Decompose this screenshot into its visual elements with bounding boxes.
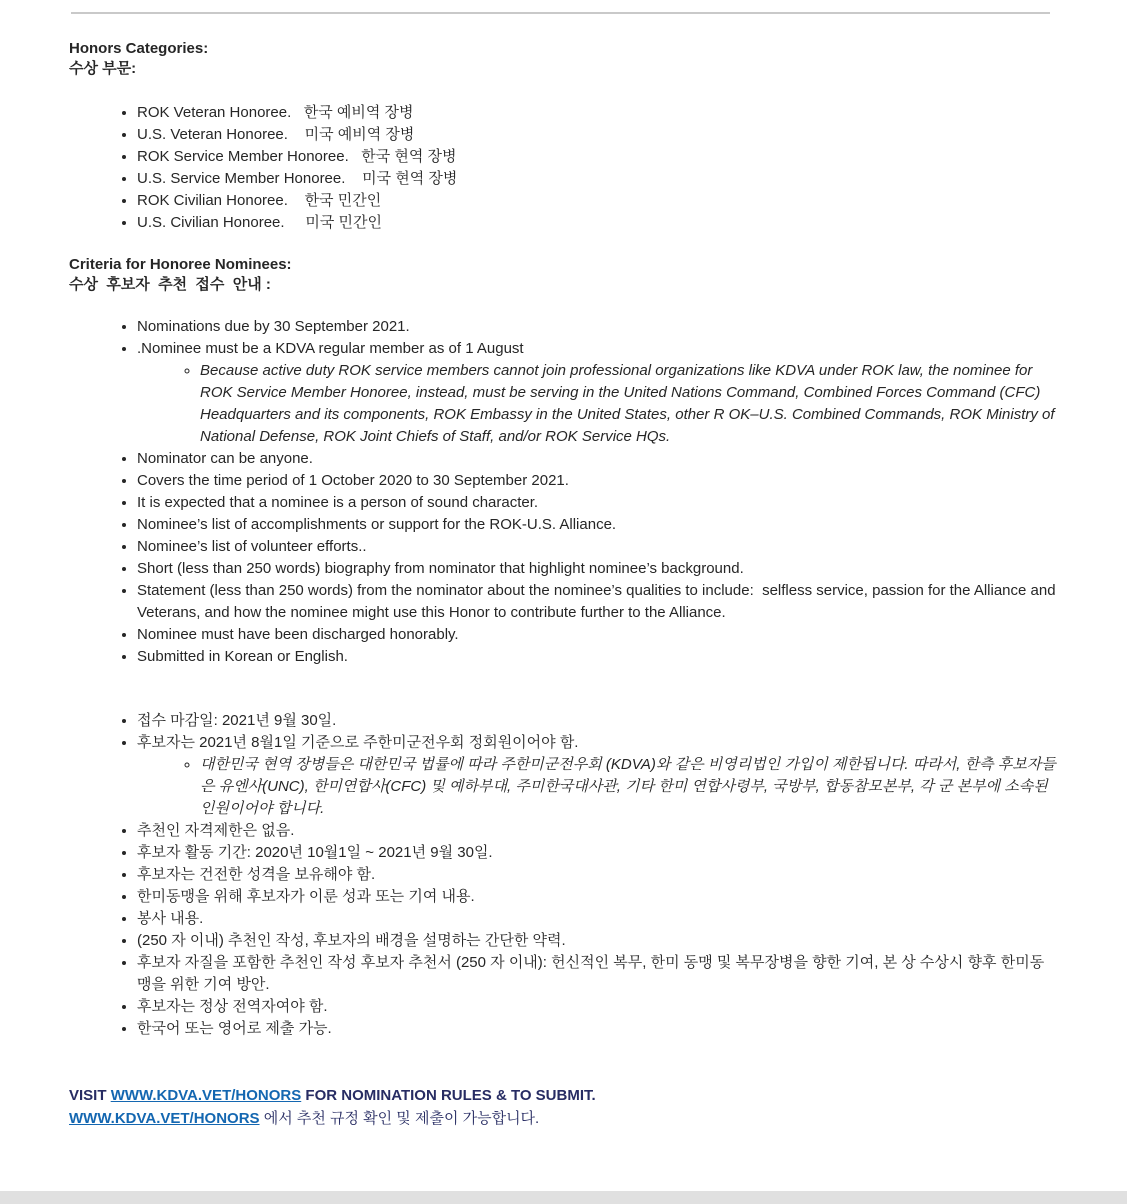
list-item: • It is expected that a nominee is a person of sound character.: [137, 492, 1058, 514]
list-item: • 접수 마감일: 2021년 9월 30일.: [137, 710, 1058, 732]
list-item: • 봉사 내용.: [137, 908, 1058, 930]
list-item: • U.S. Civilian Honoree. 미국 민간인: [137, 212, 1058, 234]
list-item: • 후보자는 정상 전역자여야 함.: [137, 996, 1058, 1018]
list-item: • ROK Civilian Honoree. 한국 민간인: [137, 190, 1058, 212]
list-item-text: 후보자는 2021년 8월1일 기준으로 주한미군전우회 정회원이어야 함.: [137, 734, 579, 751]
footer-line-1: [69, 1084, 1058, 1107]
list-item-text: .Nominee must be a KDVA regular member as of 1 August: [137, 340, 524, 357]
sub-list: [137, 754, 1058, 820]
list-item: • 한국어 또는 영어로 제출 가능.: [137, 1018, 1058, 1040]
top-divider: [71, 12, 1050, 14]
honors-categories-heading: [69, 39, 1058, 79]
criteria-list-ko: [69, 710, 1058, 1040]
list-item: • U.S. Service Member Honoree. 미국 현역 장병: [137, 168, 1058, 190]
list-item: • Nominee’s list of accomplishments or support for the ROK-U.S. Alliance.: [137, 514, 1058, 536]
list-item: • ROK Service Member Honoree. 한국 현역 장병: [137, 146, 1058, 168]
list-item: • Submitted in Korean or English.: [137, 646, 1058, 668]
list-item: • 추천인 자격제한은 없음.: [137, 820, 1058, 842]
list-item: [137, 732, 1058, 820]
footer-korean-text: 에서 추천 규정 확인 및 제출이 가능합니다.: [259, 1110, 540, 1127]
list-item: • Nominations due by 30 September 2021.: [137, 316, 1058, 338]
document-body: [0, 12, 1127, 1130]
criteria-heading: [69, 255, 1058, 295]
criteria-list-en: [69, 316, 1058, 668]
footer: [69, 1084, 1058, 1130]
list-item: • 후보자 자질을 포함한 추천인 작성 후보자 추천서 (250 자 이내): 헌신적인 복무, 한미 동맹 및 복무장병을 향한 기여, 본 상 수상시 향후 한미동맹을 위한 기여 방안.: [137, 952, 1058, 996]
honors-categories-title-en: Honors Categories:: [69, 40, 209, 57]
sub-list-item: ◦ Because active duty ROK service members cannot join professional organizations like KDVA under ROK law, the nominee for ROK Service Member Honoree, instead, must be serving in the United Nations Command, Combined Forces Command (CFC) Headquarters and its components, ROK Embassy in the United States, other R OK–U.S. Combined Commands, ROK Ministry of National Defense, ROK Joint Chiefs of Staff, and/or ROK Service HQs.: [200, 360, 1058, 448]
list-item: • (250 자 이내) 추천인 작성, 후보자의 배경을 설명하는 간단한 약력.: [137, 930, 1058, 952]
footer-rules-text: FOR NOMINATION RULES & TO SUBMIT.: [301, 1087, 596, 1104]
list-item: • U.S. Veteran Honoree. 미국 예비역 장병: [137, 124, 1058, 146]
list-item: • Short (less than 250 words) biography from nominator that highlight nominee’s background.: [137, 558, 1058, 580]
list-item: • Nominator can be anyone.: [137, 448, 1058, 470]
honors-categories-list: [69, 102, 1058, 234]
kdva-honors-link[interactable]: WWW.KDVA.VET/HONORS: [110, 1087, 302, 1104]
list-item: • Nominee’s list of volunteer efforts..: [137, 536, 1058, 558]
list-item: • 후보자 활동 기간: 2020년 10월1일 ~ 2021년 9월 30일.: [137, 842, 1058, 864]
list-item: • Statement (less than 250 words) from the nominator about the nominee’s qualities to include: selfless service, passion for the Alliance and Veterans, and how the nominee might use this Honor to contribute further to the Alliance.: [137, 580, 1058, 624]
sub-list-item: ◦ 대한민국 현역 장병들은 대한민국 법률에 따라 주한미군전우회 (KDVA)와 같은 비영리법인 가입이 제한됩니다. 따라서, 한측 후보자들은 유엔사(UNC), 한미연합사(CFC) 및 예하부대, 주미한국대사관, 기타 한미 연합사령부, 국방부, 합동참모본부, 각 군 본부에 소속된 인원이어야 합니다.: [200, 754, 1058, 820]
list-item: • 후보자는 건전한 성격을 보유해야 함.: [137, 864, 1058, 886]
sub-list: [137, 360, 1058, 448]
list-item: • Nominee must have been discharged honorably.: [137, 624, 1058, 646]
list-item: • 한미동맹을 위해 후보자가 이룬 성과 또는 기여 내용.: [137, 886, 1058, 908]
criteria-title-en: Criteria for Honoree Nominees:: [69, 256, 292, 273]
footer-line-2: [69, 1107, 1058, 1130]
list-item: • Covers the time period of 1 October 2020 to 30 September 2021.: [137, 470, 1058, 492]
list-item: [137, 338, 1058, 448]
kdva-honors-link-ko[interactable]: WWW.KDVA.VET/HONORS: [69, 1110, 260, 1127]
criteria-title-ko: 수상 후보자 추천 접수 안내 :: [69, 276, 271, 293]
bottom-divider-band: [0, 1191, 1127, 1204]
footer-visit-text: VISIT: [69, 1087, 111, 1104]
honors-categories-title-ko: 수상 부문:: [69, 60, 137, 77]
list-item: • ROK Veteran Honoree. 한국 예비역 장병: [137, 102, 1058, 124]
